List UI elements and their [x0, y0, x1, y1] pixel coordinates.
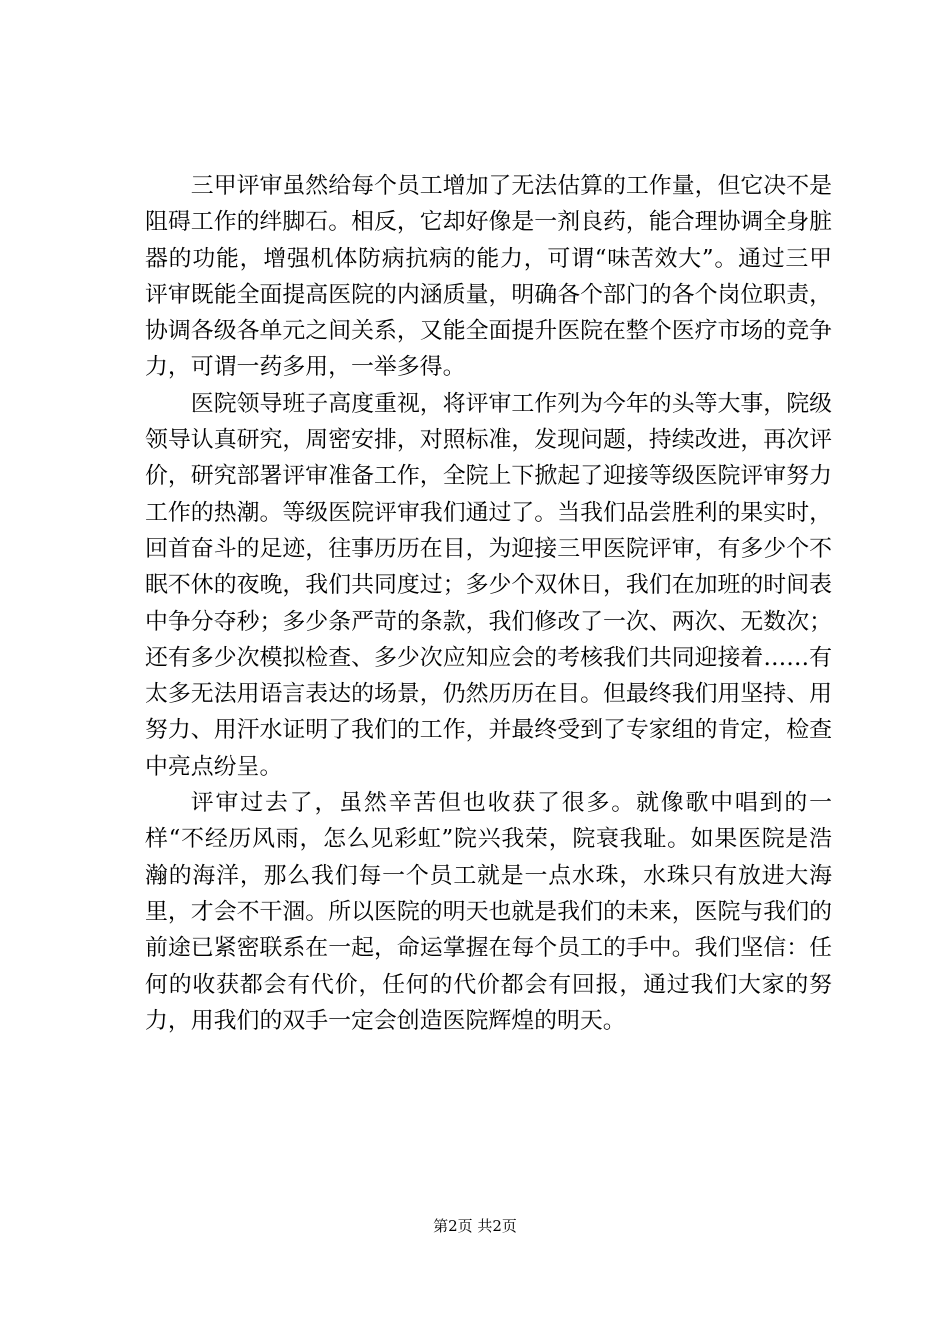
- document-body: [145, 168, 832, 1039]
- paragraph-3: 评审过去了，虽然辛苦但也收获了很多。就像歌中唱到的一样“不经历风雨，怎么见彩虹”院兴我荣，院衰我耻。如果医院是浩瀚的海洋，那么我们每一个员工就是一点水珠，水珠只有放进大海里，才会不干涸。所以医院的明天也就是我们的未来，医院与我们的前途已紧密联系在一起，命运掌握在每个员工的手中。我们坚信：任何的收获都会有代价，任何的代价都会有回报，通过我们大家的努力，用我们的双手一定会创造医院辉煌的明天。: [145, 790, 832, 1034]
- paragraph-2: 医院领导班子高度重视，将评审工作列为今年的头等大事，院级领导认真研究，周密安排，对照标准，发现问题，持续改进，再次评价，研究部署评审准备工作，全院上下掀起了迎接等级医院评审努力工作的热潮。等级医院评审我们通过了。当我们品尝胜利的果实时，回首奋斗的足迹，往事历历在目，为迎接三甲医院评审，有多少个不眠不休的夜晚，我们共同度过；多少个双休日，我们在加班的时间表中争分夺秒；多少条严苛的条款，我们修改了一次、两次、无数次；还有多少次模拟检查、多少次应知应会的考核我们共同迎接着……有太多无法用语言表达的场景，仍然历历在目。但最终我们用坚持、用努力、用汗水证明了我们的工作，并最终受到了专家组的肯定，检查中亮点纷呈。: [145, 390, 832, 780]
- paragraph-1: 三甲评审虽然给每个员工增加了无法估算的工作量，但它决不是阻碍工作的绊脚石。相反，它却好像是一剂良药，能合理协调全身脏器的功能，增强机体防病抗病的能力，可谓“味苦效大”。通过三甲评审既能全面提高医院的内涵质量，明确各个部门的各个岗位职责，协调各级各单元之间关系，又能全面提升医院在整个医疗市场的竞争力，可谓一药多用，一举多得。: [145, 173, 832, 381]
- page-footer: 第2页 共2页: [433, 1217, 517, 1235]
